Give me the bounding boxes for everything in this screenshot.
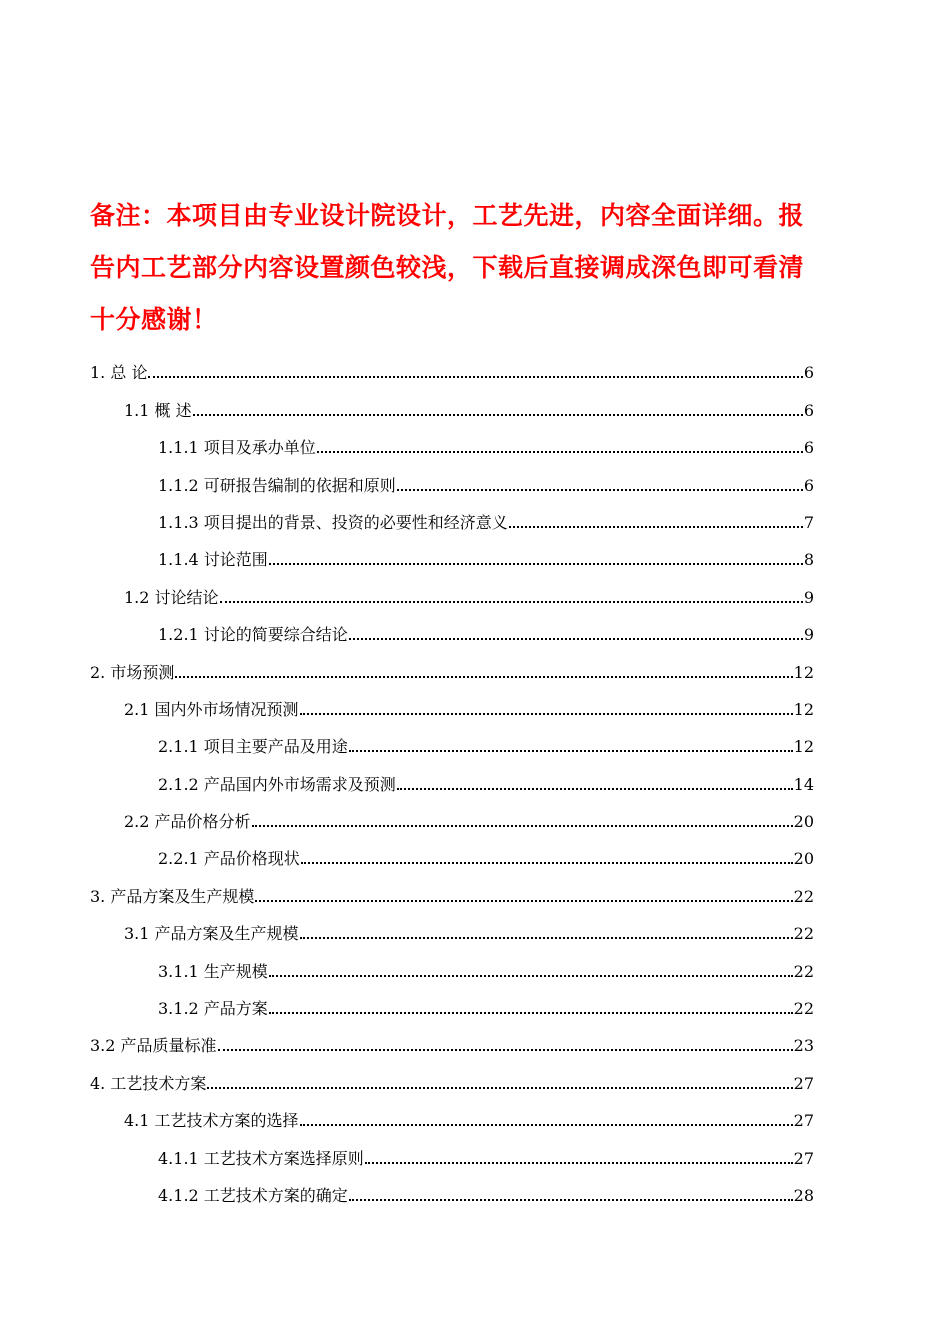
toc-entry[interactable]: [90, 720, 814, 757]
toc-leader-dots: [269, 1012, 793, 1014]
table-of-contents: [90, 346, 814, 1206]
toc-leader-dots: [349, 1199, 793, 1201]
toc-entry-label: 4.1.2 工艺技术方案的确定: [158, 1185, 348, 1205]
toc-leader-dots: [218, 1049, 793, 1051]
toc-entry-page: 27: [793, 1148, 814, 1168]
toc-entry-page: 9: [803, 587, 814, 607]
toc-entry-label: 1.1.1 项目及承办单位: [158, 438, 316, 458]
toc-entry[interactable]: [90, 907, 814, 944]
toc-entry-page: 27: [793, 1073, 814, 1093]
toc-entry-label: 1.1.4 讨论范围: [158, 550, 268, 570]
toc-entry-label: 3.1.1 生产规模: [158, 961, 268, 981]
toc-leader-dots: [207, 1087, 792, 1089]
toc-entry-page: 12: [793, 662, 814, 682]
toc-entry-label: 3.1 产品方案及生产规模: [124, 924, 299, 944]
toc-entry[interactable]: [90, 458, 814, 495]
toc-entry-label: 2. 市场预测: [90, 662, 175, 682]
toc-leader-dots: [300, 1124, 793, 1126]
toc-entry-label: 3.2 产品质量标准: [90, 1036, 217, 1056]
toc-entry-page: 20: [793, 849, 814, 869]
toc-entry[interactable]: [90, 608, 814, 645]
toc-entry-label: 1.1.3 项目提出的背景、投资的必要性和经济意义: [158, 512, 508, 532]
toc-entry[interactable]: [90, 496, 814, 533]
toc-entry-page: 22: [793, 999, 814, 1019]
toc-leader-dots: [509, 526, 803, 528]
toc-entry[interactable]: [90, 1056, 814, 1093]
toc-leader-dots: [349, 750, 793, 752]
toc-leader-dots: [349, 638, 803, 640]
toc-entry-label: 2.1.2 产品国内外市场需求及预测: [158, 774, 396, 794]
toc-leader-dots: [365, 1162, 793, 1164]
toc-entry[interactable]: [90, 570, 814, 607]
toc-leader-dots: [301, 862, 793, 864]
toc-entry-label: 1. 总 论: [90, 363, 148, 383]
toc-entry-page: 28: [793, 1185, 814, 1205]
toc-entry-label: 4.1.1 工艺技术方案选择原则: [158, 1148, 364, 1168]
toc-entry[interactable]: [90, 1169, 814, 1206]
toc-entry[interactable]: [90, 982, 814, 1019]
toc-entry[interactable]: [90, 421, 814, 458]
toc-entry[interactable]: [90, 383, 814, 420]
toc-leader-dots: [300, 713, 793, 715]
toc-leader-dots: [269, 975, 793, 977]
toc-entry-page: 6: [803, 475, 814, 495]
toc-entry-label: 1.1.2 可研报告编制的依据和原则: [158, 475, 396, 495]
toc-entry-page: 12: [793, 699, 814, 719]
toc-entry-page: 20: [793, 812, 814, 832]
toc-entry-label: 1.2 讨论结论: [124, 587, 219, 607]
toc-entry-page: 22: [793, 961, 814, 981]
toc-leader-dots: [193, 414, 803, 416]
toc-entry-label: 2.1 国内外市场情况预测: [124, 699, 299, 719]
toc-leader-dots: [175, 676, 792, 678]
toc-entry-page: 6: [803, 400, 814, 420]
toc-entry-label: 2.2.1 产品价格现状: [158, 849, 300, 869]
toc-entry-label: 1.1 概 述: [124, 400, 192, 420]
toc-leader-dots: [397, 489, 803, 491]
toc-entry-label: 3. 产品方案及生产规模: [90, 886, 255, 906]
toc-leader-dots: [269, 563, 803, 565]
notice-text: 备注：本项目由专业设计院设计，工艺先进，内容全面详细。报告内工艺部分内容设置颜色较浅，下载后直接调成深色即可看清十分感谢！: [90, 201, 805, 334]
toc-entry-label: 3.1.2 产品方案: [158, 999, 268, 1019]
toc-entry[interactable]: [90, 683, 814, 720]
toc-leader-dots: [220, 601, 803, 603]
toc-entry-page: 14: [793, 774, 814, 794]
toc-entry-label: 4.1 工艺技术方案的选择: [124, 1111, 299, 1131]
toc-entry-page: 22: [793, 886, 814, 906]
toc-entry-page: 6: [803, 438, 814, 458]
toc-entry[interactable]: [90, 869, 814, 906]
toc-entry[interactable]: [90, 533, 814, 570]
toc-leader-dots: [300, 937, 793, 939]
toc-entry[interactable]: [90, 1131, 814, 1168]
toc-entry[interactable]: [90, 944, 814, 981]
toc-entry[interactable]: [90, 832, 814, 869]
toc-entry-page: 27: [793, 1111, 814, 1131]
toc-entry[interactable]: [90, 1094, 814, 1131]
toc-entry[interactable]: [90, 757, 814, 794]
toc-entry-page: 22: [793, 924, 814, 944]
toc-leader-dots: [148, 376, 802, 378]
toc-entry[interactable]: [90, 346, 814, 383]
toc-leader-dots: [397, 788, 793, 790]
toc-entry[interactable]: [90, 1019, 814, 1056]
toc-entry-page: 12: [793, 737, 814, 757]
toc-entry[interactable]: [90, 645, 814, 682]
toc-entry-page: 6: [803, 363, 814, 383]
toc-entry-page: 8: [803, 550, 814, 570]
toc-entry-label: 4. 工艺技术方案: [90, 1073, 207, 1093]
toc-entry-page: 7: [803, 512, 814, 532]
toc-entry-label: 2.2 产品价格分析: [124, 812, 251, 832]
toc-leader-dots: [255, 900, 792, 902]
toc-entry-page: 9: [803, 625, 814, 645]
toc-leader-dots: [317, 451, 803, 453]
toc-entry[interactable]: [90, 795, 814, 832]
toc-leader-dots: [252, 825, 793, 827]
toc-entry-label: 1.2.1 讨论的简要综合结论: [158, 625, 348, 645]
toc-entry-label: 2.1.1 项目主要产品及用途: [158, 737, 348, 757]
toc-entry-page: 23: [793, 1036, 814, 1056]
